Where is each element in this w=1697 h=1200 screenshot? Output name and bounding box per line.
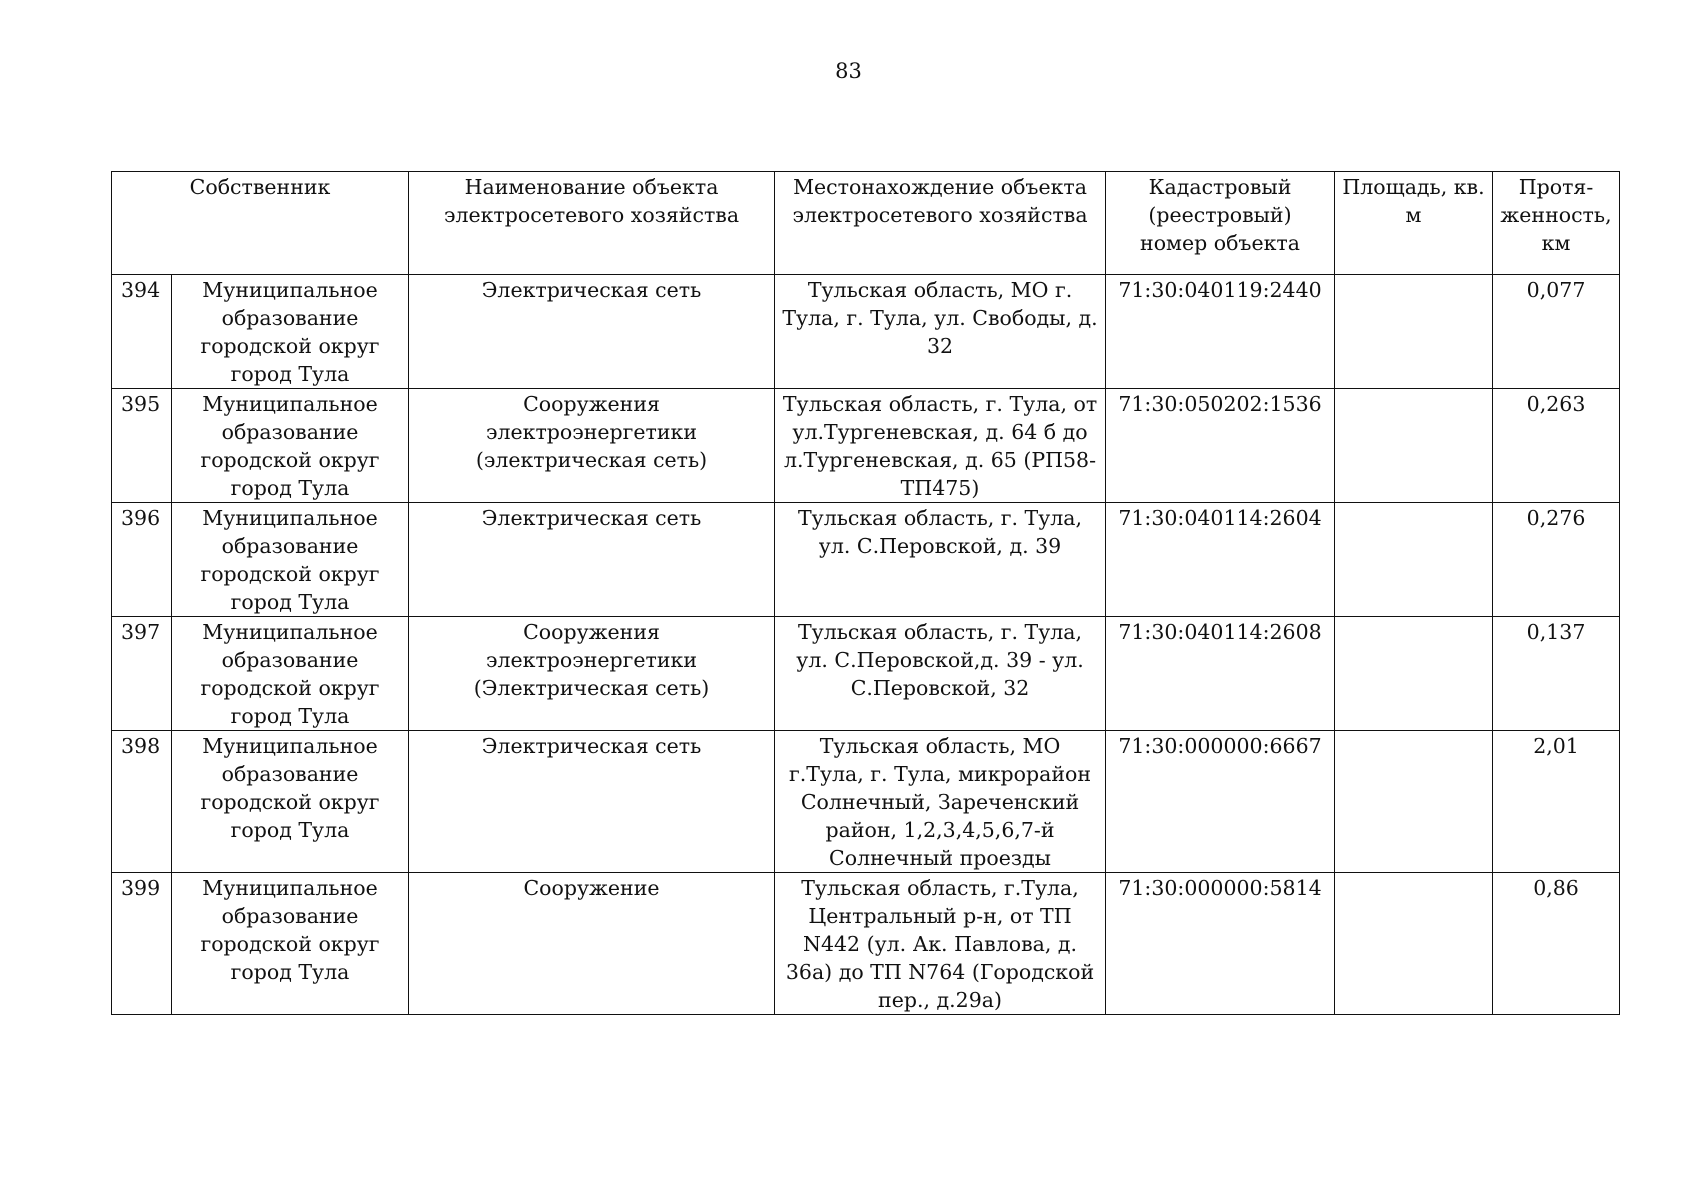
row-number: 394 [112,275,172,389]
header-object-name: Наименование объекта электросетевого хозяйства [409,172,775,275]
header-location: Местонахождение объекта электросетевого хозяйства [775,172,1106,275]
location-cell: Тульская область, г. Тула, ул. С.Перовской,д. 39 - ул. С.Перовской, 32 [775,617,1106,731]
header-length: Протя-женность, км [1493,172,1620,275]
table-row [112,275,1620,389]
length-cell: 0,263 [1493,389,1620,503]
area-cell [1335,873,1493,1015]
location-cell: Тульская область, г. Тула, от ул.Тургеневская, д. 64 б до л.Тургеневская, д. 65 (РП58-ТП475) [775,389,1106,503]
owner-cell: Муниципальное образование городской округ город Тула [172,873,409,1015]
table-row [112,389,1620,503]
table-header-row [112,172,1620,275]
table-row [112,617,1620,731]
length-cell: 0,86 [1493,873,1620,1015]
location-cell: Тульская область, г. Тула, ул. С.Перовской, д. 39 [775,503,1106,617]
owner-cell: Муниципальное образование городской округ город Тула [172,389,409,503]
cadastral-number-cell: 71:30:000000:5814 [1106,873,1335,1015]
row-number: 395 [112,389,172,503]
page-number: 83 [835,59,862,83]
cadastral-number-cell: 71:30:040114:2604 [1106,503,1335,617]
electric-grid-objects-table [111,171,1620,1015]
owner-cell: Муниципальное образование городской округ город Тула [172,617,409,731]
row-number: 399 [112,873,172,1015]
length-cell: 0,077 [1493,275,1620,389]
object-name-cell: Сооружение [409,873,775,1015]
object-name-cell: Сооружения электроэнергетики (Электрическая сеть) [409,617,775,731]
table-row [112,873,1620,1015]
location-cell: Тульская область, МО г.Тула, г. Тула, микрорайон Солнечный, Зареченский район, 1,2,3,4,5,6,7-й Солнечный проезды [775,731,1106,873]
length-cell: 0,276 [1493,503,1620,617]
cadastral-number-cell: 71:30:000000:6667 [1106,731,1335,873]
area-cell [1335,617,1493,731]
location-cell: Тульская область, МО г. Тула, г. Тула, ул. Свободы, д. 32 [775,275,1106,389]
cadastral-number-cell: 71:30:050202:1536 [1106,389,1335,503]
table-row [112,731,1620,873]
length-cell: 0,137 [1493,617,1620,731]
area-cell [1335,275,1493,389]
row-number: 396 [112,503,172,617]
object-name-cell: Электрическая сеть [409,503,775,617]
length-cell: 2,01 [1493,731,1620,873]
object-name-cell: Сооружения электроэнергетики (электрическая сеть) [409,389,775,503]
object-name-cell: Электрическая сеть [409,275,775,389]
header-cadastral-number: Кадастровый (реестровый) номер объекта [1106,172,1335,275]
header-owner: Собственник [112,172,409,275]
table-row [112,503,1620,617]
owner-cell: Муниципальное образование городской округ город Тула [172,731,409,873]
area-cell [1335,503,1493,617]
cadastral-number-cell: 71:30:040119:2440 [1106,275,1335,389]
area-cell [1335,731,1493,873]
row-number: 398 [112,731,172,873]
location-cell: Тульская область, г.Тула, Центральный р-н, от ТП N442 (ул. Ак. Павлова, д. 36а) до ТП N764 (Городской пер., д.29а) [775,873,1106,1015]
area-cell [1335,389,1493,503]
owner-cell: Муниципальное образование городской округ город Тула [172,275,409,389]
row-number: 397 [112,617,172,731]
header-area: Площадь, кв. м [1335,172,1493,275]
owner-cell: Муниципальное образование городской округ город Тула [172,503,409,617]
object-name-cell: Электрическая сеть [409,731,775,873]
cadastral-number-cell: 71:30:040114:2608 [1106,617,1335,731]
